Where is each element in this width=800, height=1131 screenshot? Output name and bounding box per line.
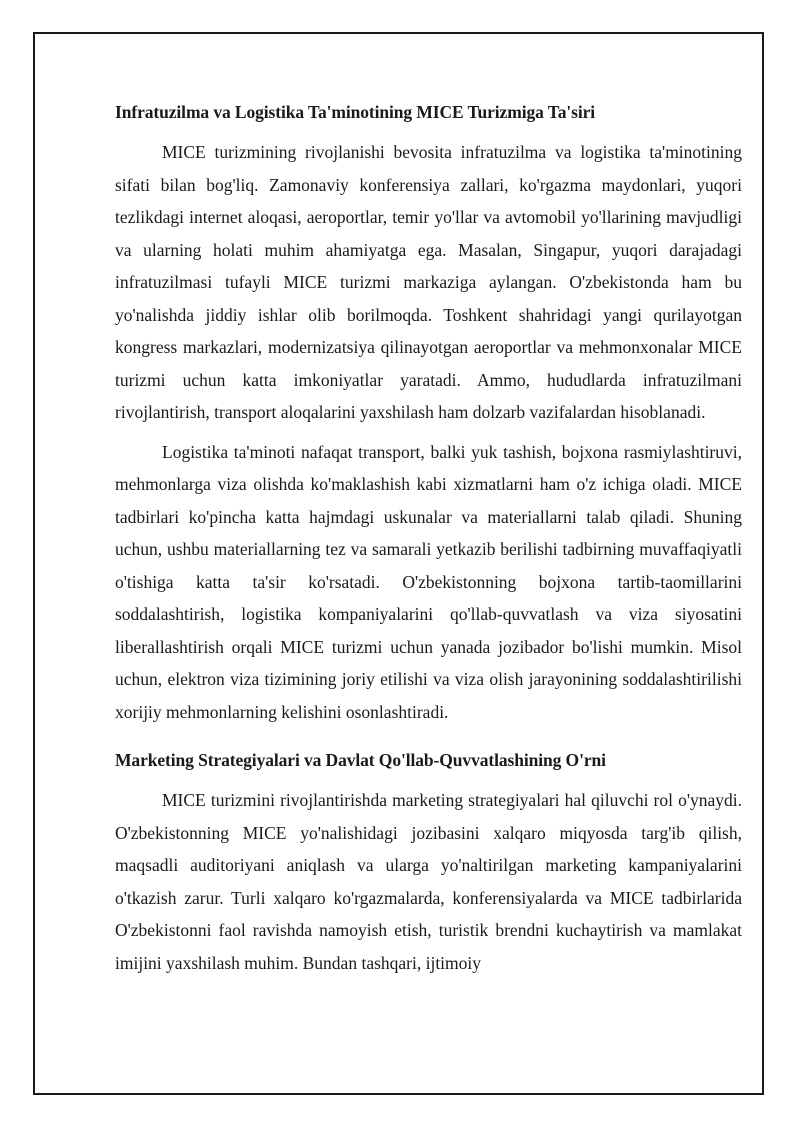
paragraph-infrastructure: MICE turizmining rivojlanishi bevosita infratuzilma va logistika ta'minotining sifati bilan bog'liq. Zamonaviy konferensiya zallari, ko'rgazma maydonlari, yuqori tezlikdagi internet aloqasi, aeroportlar, temir yo'llar va avtomobil yo'llarining mavjudligi va ularning holati muhim ahamiyatga ega. Masalan, Singapur, yuqori darajadagi infratuzilmasi tufayli MICE turizmi markaziga aylangan. O'zbekistonda ham bu yo'nalishda jiddiy ishlar olib borilmoqda. Toshkent shahridagi yangi qurilayotgan kongress markazlari, modernizatsiya qilinayotgan aeroportlar va mehmonxonalar MICE turizmi uchun katta imkoniyatlar yaratadi. Ammo, hududlarda infratuzilmani rivojlantirish, transport aloqalarini yaxshilash ham dolzarb vazifalardan hisoblanadi. [115,142,742,422]
section-heading-marketing: Marketing Strategiyalari va Davlat Qo'llab-Quvvatlashining O'rni [115,750,606,770]
section-heading-infrastructure: Infratuzilma va Logistika Ta'minotining MICE Turizmiga Ta'siri [115,102,596,122]
document-body [115,98,742,979]
paragraph-marketing: MICE turizmini rivojlantirishda marketing strategiyalari hal qiluvchi rol o'ynaydi. O'zbekistonning MICE yo'nalishidagi jozibasini xalqaro miqyosda targ'ib qilish, maqsadli auditoriyani aniqlash va ularga yo'naltirilgan marketing kampaniyalarini o'tkazish zarur. Turli xalqaro ko'rgazmalarda, konferensiyalarda va MICE tadbirlarida O'zbekistonni faol ravishda namoyish etish, turistik brendni kuchaytirish va mamlakat imijini yaxshilash muhim. Bundan tashqari, ijtimoiy [115,790,742,973]
paragraph-logistics: Logistika ta'minoti nafaqat transport, balki yuk tashish, bojxona rasmiylashtiruvi, mehmonlarga viza olishda ko'maklashish kabi xizmatlarni ham o'z ichiga oladi. MICE tadbirlari ko'pincha katta hajmdagi uskunalar va materiallarni talab qiladi. Shuning uchun, ushbu materiallarning tez va samarali yetkazib berilishi tadbirning muvaffaqiyatli o'tishiga katta ta'sir ko'rsatadi. O'zbekistonning bojxona tartib-taomillarini soddalashtirish, logistika kompaniyalarini qo'llab-quvvatlash va viza siyosatini liberallashtirish orqali MICE turizmi uchun yanada jozibador bo'lishi mumkin. Misol uchun, elektron viza tizimining joriy etilishi va viza olish jarayonining soddalashtirilishi xorijiy mehmonlarning kelishini osonlashtiradi. [115,441,742,722]
